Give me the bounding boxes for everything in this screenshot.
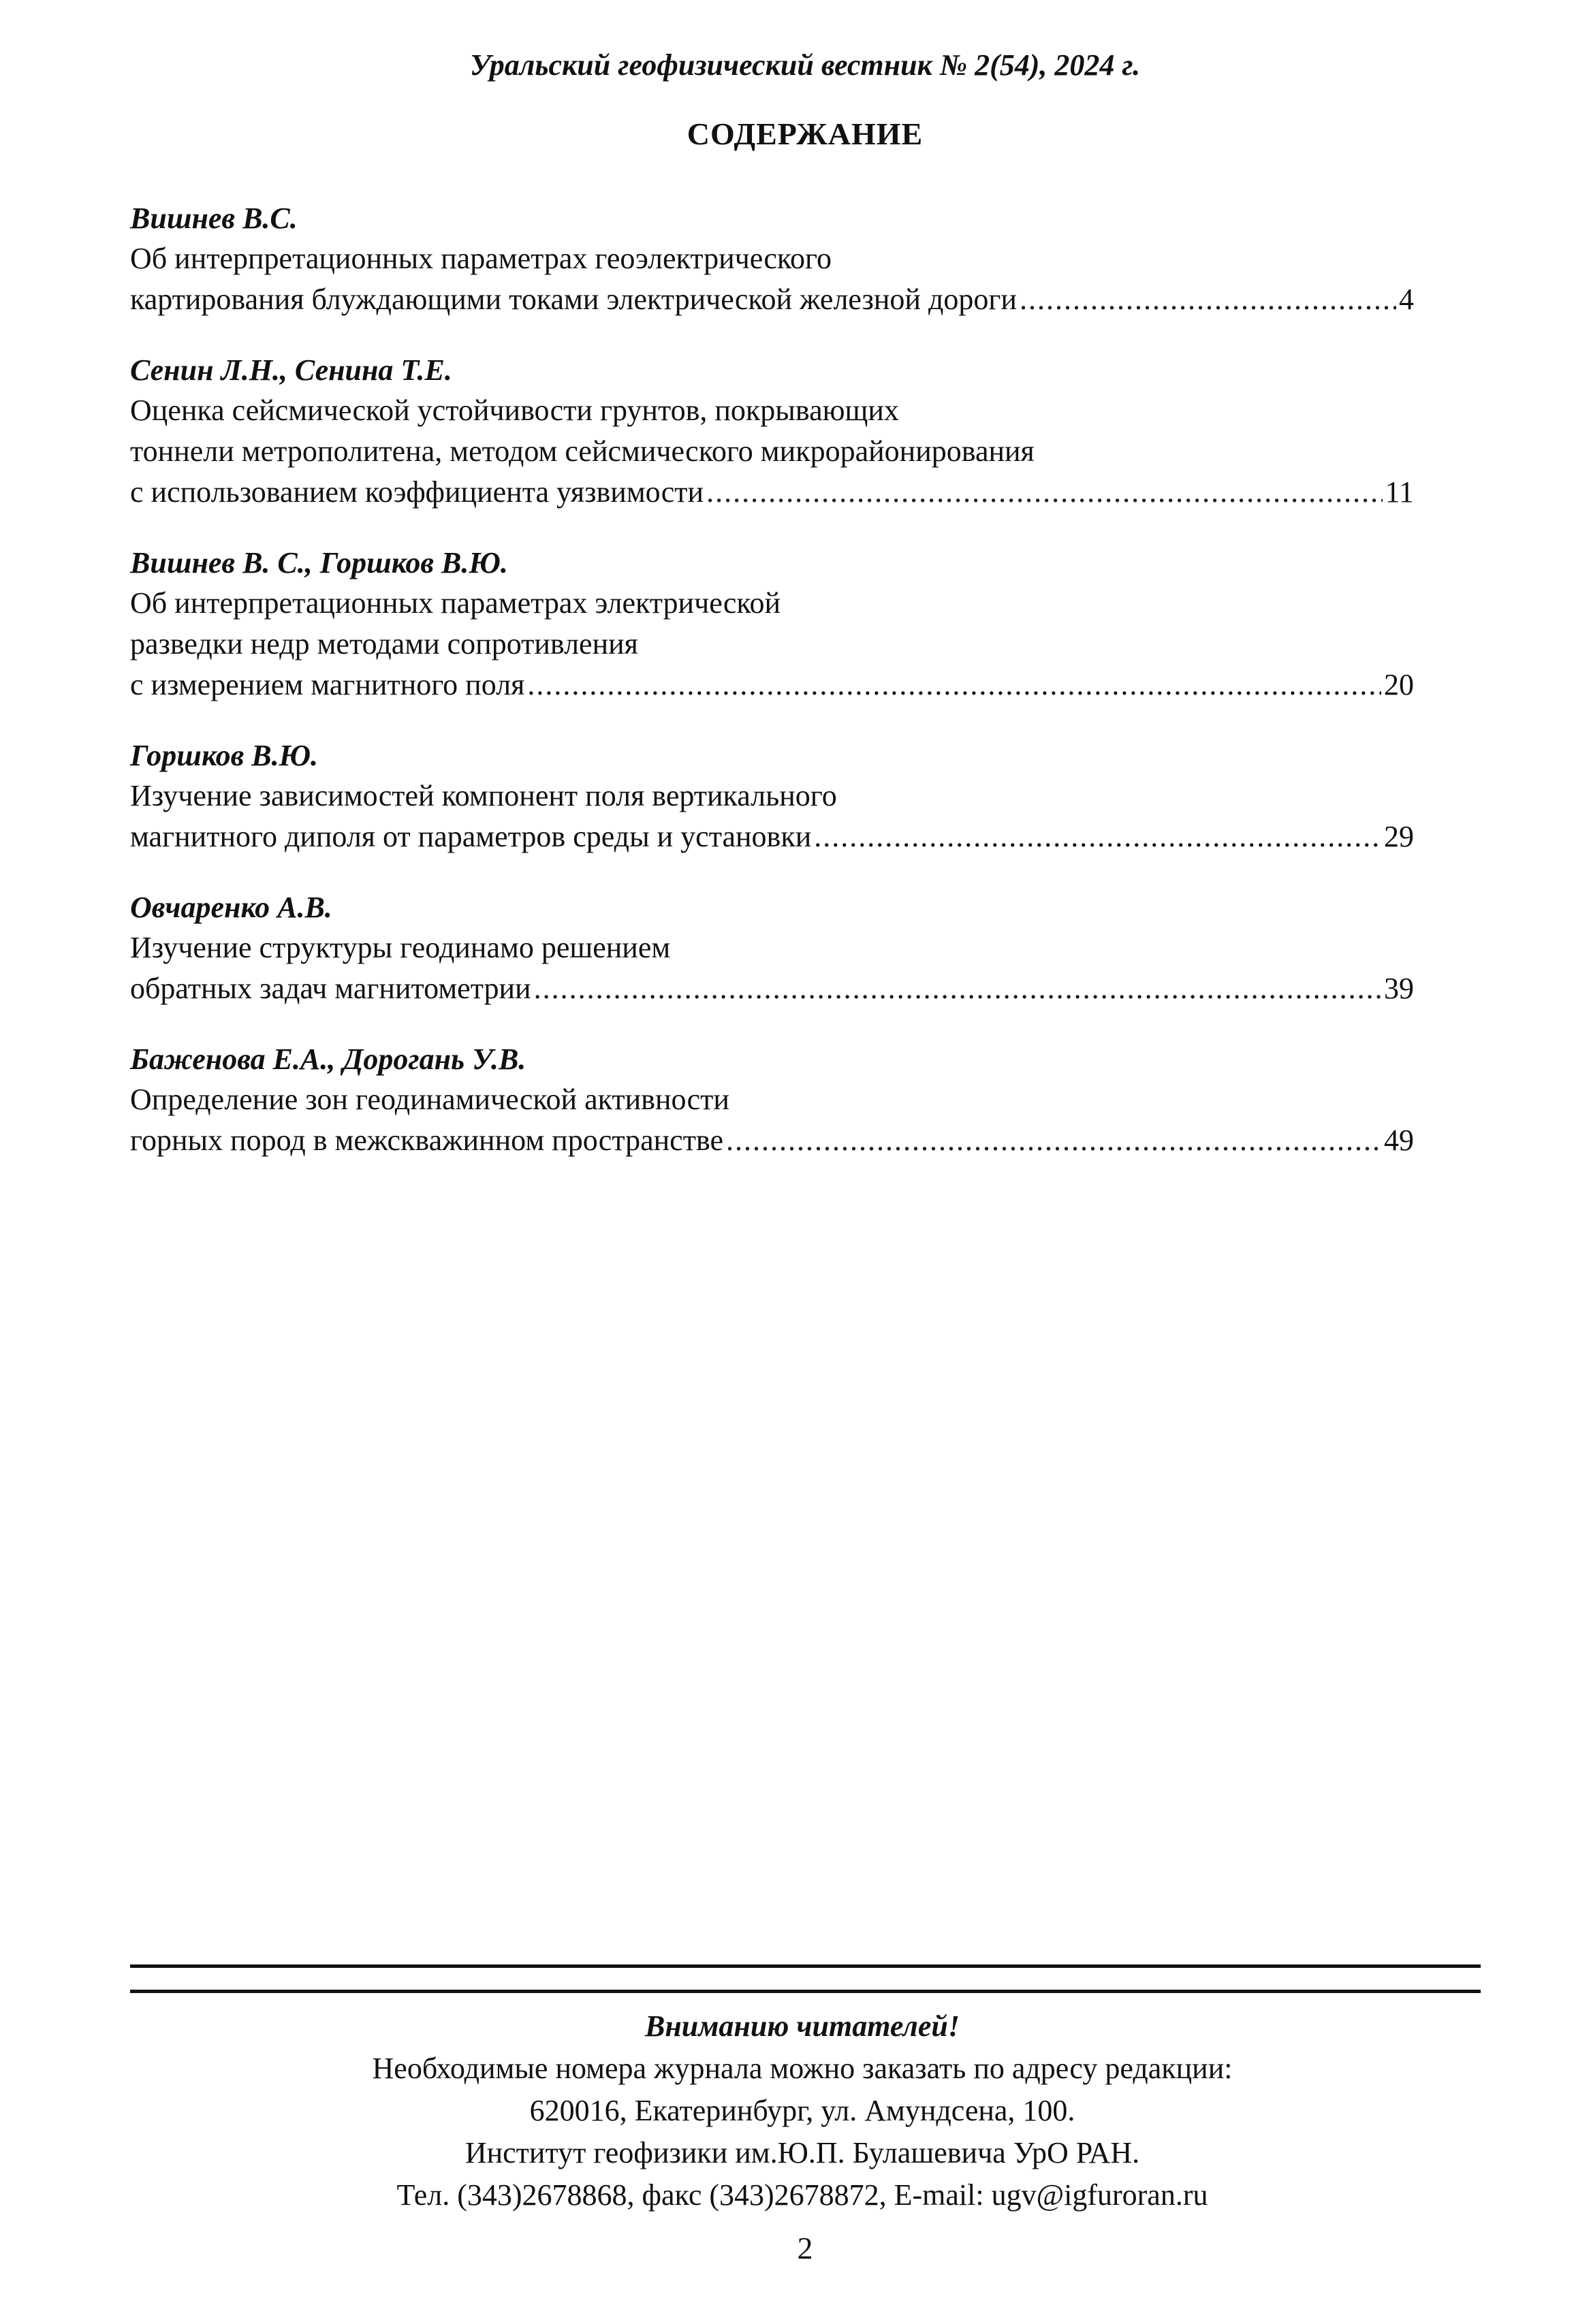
entry-title-line: Изучение зависимостей компонент поля вертикального <box>130 779 837 812</box>
toc-entry <box>130 199 1414 320</box>
entry-page-number: 4 <box>1399 283 1414 316</box>
entry-page-number: 39 <box>1384 972 1414 1005</box>
entry-title-line: с использованием коэффициента уязвимости <box>130 475 704 509</box>
divider-rule <box>130 1990 1481 1993</box>
divider-rule <box>130 1964 1481 1968</box>
entry-page-number: 20 <box>1384 668 1414 701</box>
notice-line: Необходимые номера журнала можно заказать по адресу редакции: <box>372 2052 1233 2085</box>
entry-last-line <box>130 279 1414 320</box>
entry-author: Вишнев В. С., Горшков В.Ю. <box>130 546 508 579</box>
notice-address: 620016, Екатеринбург, ул. Амундсена, 100. <box>529 2094 1075 2127</box>
entry-title-line: картирования блуждающими токами электрической железной дороги <box>130 283 1017 316</box>
toc-entry <box>130 351 1414 513</box>
entry-author: Баженова Е.А., Дорогань У.В. <box>130 1042 526 1076</box>
table-of-contents <box>130 199 1414 1192</box>
entry-last-line <box>130 665 1414 705</box>
dot-leader <box>527 665 1381 705</box>
entry-title-line: обратных задач магнитометрии <box>130 972 531 1005</box>
entry-title-line: Оценка сейсмической устойчивости грунтов, покрывающих <box>130 394 899 427</box>
entry-title-line: магнитного диполя от параметров среды и установки <box>130 820 812 853</box>
dot-leader <box>814 816 1381 857</box>
entry-title-line: разведки недр методами сопротивления <box>130 627 638 660</box>
toc-entry <box>130 888 1414 1009</box>
entry-page-number: 49 <box>1384 1124 1414 1157</box>
notice-institute: Институт геофизики им.Ю.П. Булашевича УрО РАН. <box>464 2136 1140 2169</box>
entry-author: Овчаренко А.В. <box>130 891 332 924</box>
entry-title-line: с измерением магнитного поля <box>130 668 525 701</box>
entry-last-line <box>130 472 1414 513</box>
dot-leader <box>706 472 1383 513</box>
entry-last-line <box>130 1120 1414 1161</box>
entry-title-line: Изучение структуры геодинамо решением <box>130 931 671 964</box>
entry-title-line: Определение зон геодинамической активности <box>130 1083 729 1116</box>
toc-title: СОДЕРЖАНИЕ <box>687 116 924 151</box>
dot-leader <box>726 1120 1381 1161</box>
entry-title-line: Об интерпретационных параметрах электрической <box>130 586 781 620</box>
toc-entry <box>130 543 1414 705</box>
dot-leader <box>1020 279 1396 320</box>
page-number: 2 <box>797 2231 813 2265</box>
toc-entry <box>130 1040 1414 1161</box>
entry-page-number: 29 <box>1384 820 1414 853</box>
notice-title: Вниманию читателей! <box>645 2009 960 2043</box>
toc-entry <box>130 736 1414 857</box>
running-head: Уральский геофизический вестник № 2(54), 2024 г. <box>469 48 1141 82</box>
entry-author: Горшков В.Ю. <box>130 739 319 772</box>
dot-leader <box>534 968 1381 1009</box>
notice-contacts: Тел. (343)2678868, факс (343)2678872, E-mail: ugv@igfuroran.ru <box>396 2178 1208 2212</box>
entry-author: Вишнев В.С. <box>130 202 298 235</box>
entry-last-line <box>130 816 1414 857</box>
readers-notice <box>0 2005 1591 2216</box>
entry-page-number: 11 <box>1385 475 1414 509</box>
entry-title-line: горных пород в межскважинном пространстве <box>130 1124 723 1157</box>
entry-title-line: тоннели метрополитена, методом сейсмического микрорайонирования <box>130 434 1035 468</box>
entry-title-line: Об интерпретационных параметрах геоэлектрического <box>130 242 832 275</box>
entry-last-line <box>130 968 1414 1009</box>
entry-author: Сенин Л.Н., Сенина Т.Е. <box>130 353 452 387</box>
